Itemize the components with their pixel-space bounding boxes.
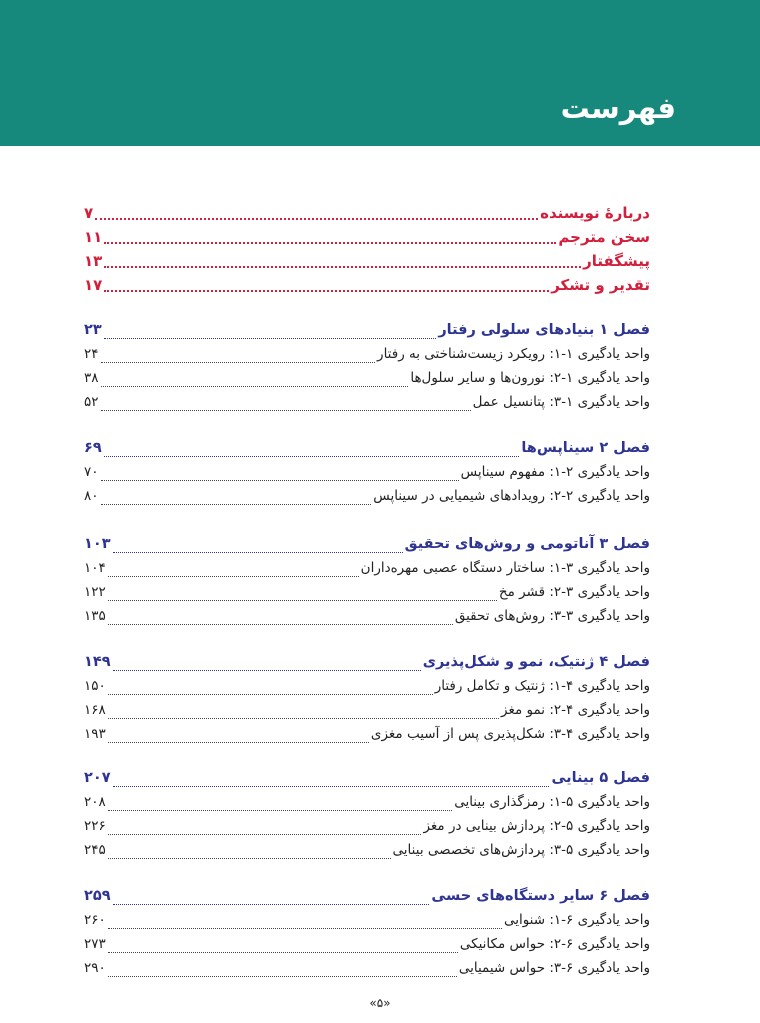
toc-unit[interactable] <box>84 842 650 864</box>
dot-leader <box>104 266 581 268</box>
page-number: «۵» <box>369 996 391 1010</box>
unit-label: واحد یادگیری ۵-۱: رمزگذاری بینایی <box>454 794 650 810</box>
toc-entry-front-3[interactable] <box>84 252 650 274</box>
unit-label: واحد یادگیری ۳-۳: روش‌های تحقیق <box>454 608 650 624</box>
unit-label: واحد یادگیری ۴-۳: شکل‌پذیری پس از آسیب مغزی <box>370 726 650 742</box>
dot-leader <box>108 810 452 811</box>
unit-label: واحد یادگیری ۳-۲: قشر مخ <box>498 584 650 600</box>
unit-label: واحد یادگیری ۵-۲: پردازش بینایی در مغز <box>423 818 650 834</box>
dot-leader <box>101 386 409 387</box>
toc-unit[interactable] <box>84 394 650 416</box>
toc-chapter-2[interactable] <box>84 440 650 462</box>
toc-unit[interactable] <box>84 726 650 748</box>
dot-leader <box>95 218 538 220</box>
entry-page: ۱۷ <box>84 276 103 294</box>
chapter-page: ۲۰۷ <box>84 770 111 786</box>
dot-leader <box>113 552 403 553</box>
toc-unit[interactable] <box>84 346 650 368</box>
unit-page: ۲۴ <box>84 346 99 362</box>
unit-page: ۲۲۶ <box>84 818 106 834</box>
toc-unit[interactable] <box>84 702 650 724</box>
toc-unit[interactable] <box>84 794 650 816</box>
unit-label: واحد یادگیری ۳-۱: ساختار دستگاه عصبی مهره‌داران <box>360 560 650 576</box>
dot-leader <box>113 670 421 671</box>
unit-page: ۷۰ <box>84 464 99 480</box>
dot-leader <box>108 624 453 625</box>
unit-page: ۲۰۸ <box>84 794 106 810</box>
unit-page: ۱۵۰ <box>84 678 106 694</box>
unit-page: ۲۴۵ <box>84 842 106 858</box>
dot-leader <box>113 904 430 905</box>
chapter-page: ۱۰۳ <box>84 536 111 552</box>
header-banner <box>0 0 760 146</box>
dot-leader <box>101 480 459 481</box>
unit-label: واحد یادگیری ۴-۲: نمو مغز <box>501 702 650 718</box>
unit-page: ۲۷۳ <box>84 936 106 952</box>
chapter-page: ۱۴۹ <box>84 654 111 670</box>
dot-leader <box>108 952 458 953</box>
dot-leader <box>101 362 376 363</box>
dot-leader <box>104 338 437 339</box>
dot-leader <box>104 242 556 244</box>
toc-unit[interactable] <box>84 608 650 630</box>
unit-label: واحد یادگیری ۶-۱: شنوایی <box>503 912 650 928</box>
unit-page: ۱۳۵ <box>84 608 106 624</box>
chapter-title: فصل ۴ ژنتیک، نمو و شکل‌پذیری <box>422 654 650 670</box>
dot-leader <box>104 456 520 457</box>
toc-chapter-1[interactable] <box>84 322 650 344</box>
chapter-title: فصل ۶ سایر دستگاه‌های حسی <box>431 888 650 904</box>
toc-chapter-3[interactable] <box>84 536 650 558</box>
toc-unit[interactable] <box>84 560 650 582</box>
dot-leader <box>108 976 457 977</box>
entry-page: ۱۳ <box>84 252 103 270</box>
unit-label: واحد یادگیری ۱-۲: نورون‌ها و سایر سلول‌ها <box>410 370 650 386</box>
toc-entry-front-2[interactable] <box>84 228 650 250</box>
unit-page: ۳۸ <box>84 370 99 386</box>
toc-chapter-4[interactable] <box>84 654 650 676</box>
unit-page: ۱۰۴ <box>84 560 106 576</box>
dot-leader <box>104 290 549 292</box>
unit-label: واحد یادگیری ۱-۱: رویکرد زیست‌شناختی به رفتار <box>377 346 650 362</box>
toc-chapter-6[interactable] <box>84 888 650 910</box>
toc-unit[interactable] <box>84 370 650 392</box>
chapter-title: فصل ۵ بینایی <box>551 770 650 786</box>
chapter-page: ۲۳ <box>84 322 102 338</box>
toc-unit[interactable] <box>84 678 650 700</box>
toc-entry-front-1[interactable] <box>84 204 650 226</box>
dot-leader <box>108 742 369 743</box>
unit-page: ۵۲ <box>84 394 99 410</box>
toc-unit[interactable] <box>84 960 650 982</box>
dot-leader <box>113 786 550 787</box>
unit-page: ۸۰ <box>84 488 99 504</box>
entry-label: پیشگفتار <box>583 252 650 270</box>
unit-page: ۱۹۳ <box>84 726 106 742</box>
toc-unit[interactable] <box>84 488 650 510</box>
unit-label: واحد یادگیری ۴-۱: ژنتیک و تکامل رفتار <box>434 678 650 694</box>
chapter-page: ۶۹ <box>84 440 102 456</box>
chapter-page: ۲۵۹ <box>84 888 111 904</box>
unit-label: واحد یادگیری ۶-۳: حواس شیمیایی <box>458 960 650 976</box>
entry-label: سخن مترجم <box>558 228 650 246</box>
chapter-title: فصل ۳ آناتومی و روش‌های تحقیق <box>404 536 650 552</box>
toc-entry-front-4[interactable] <box>84 276 650 298</box>
unit-page: ۱۶۸ <box>84 702 106 718</box>
dot-leader <box>108 600 497 601</box>
dot-leader <box>108 576 359 577</box>
unit-label: واحد یادگیری ۱-۳: پتانسیل عمل <box>472 394 650 410</box>
unit-page: ۱۲۲ <box>84 584 106 600</box>
unit-label: واحد یادگیری ۵-۳: پردازش‌های تخصصی بینایی <box>392 842 650 858</box>
dot-leader <box>108 858 391 859</box>
chapter-title: فصل ۱ بنیادهای سلولی رفتار <box>438 322 650 338</box>
toc-unit[interactable] <box>84 912 650 934</box>
toc-unit[interactable] <box>84 818 650 840</box>
entry-page: ۷ <box>84 204 94 222</box>
toc-unit[interactable] <box>84 464 650 486</box>
dot-leader <box>108 718 499 719</box>
dot-leader <box>108 694 433 695</box>
unit-page: ۲۶۰ <box>84 912 106 928</box>
dot-leader <box>108 834 422 835</box>
page-title: فهرست <box>560 91 676 125</box>
unit-label: واحد یادگیری ۲-۲: رویدادهای شیمیایی در سیناپس <box>373 488 650 504</box>
dot-leader <box>101 410 471 411</box>
entry-label: دربارهٔ نویسنده <box>540 204 650 222</box>
dot-leader <box>101 504 372 505</box>
entry-label: تقدیر و تشکر <box>551 276 650 294</box>
toc-unit[interactable] <box>84 584 650 606</box>
unit-page: ۲۹۰ <box>84 960 106 976</box>
entry-page: ۱۱ <box>84 228 103 246</box>
unit-label: واحد یادگیری ۶-۲: حواس مکانیکی <box>459 936 650 952</box>
toc-unit[interactable] <box>84 936 650 958</box>
unit-label: واحد یادگیری ۲-۱: مفهوم سیناپس <box>460 464 650 480</box>
dot-leader <box>108 928 502 929</box>
toc-chapter-5[interactable] <box>84 770 650 792</box>
chapter-title: فصل ۲ سیناپس‌ها <box>521 440 650 456</box>
